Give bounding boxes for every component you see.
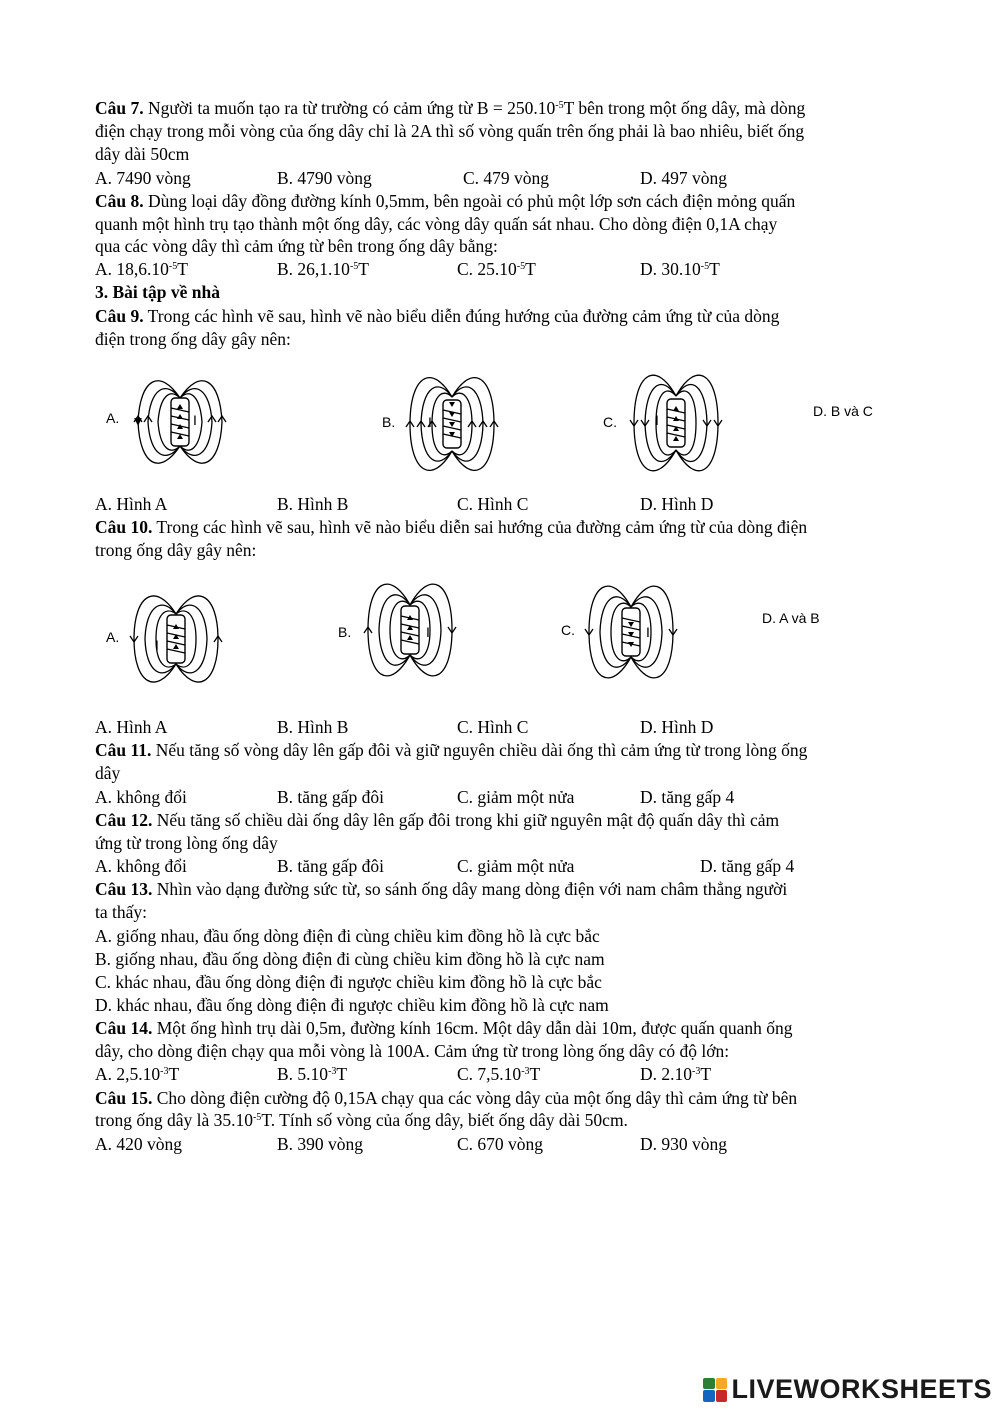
q14-option-b[interactable]	[277, 1063, 347, 1085]
q15-text-b: T. Tính số vòng của ống dây, biết ống dây dài 50cm.	[261, 1110, 628, 1130]
q10-text: Trong các hình vẽ sau, hình vẽ nào biểu diễn sai hướng của đường cảm ứng từ của dòng điện	[152, 517, 808, 537]
q12-option-c[interactable]: C. giảm một nửa	[457, 856, 575, 876]
logo-tile-red	[716, 1390, 728, 1402]
q7-option-d[interactable]: D. 497 vòng	[640, 168, 728, 188]
q7-option-b[interactable]: B. 4790 vòng	[277, 168, 372, 188]
q15-option-a[interactable]: A. 420 vòng	[95, 1134, 183, 1154]
q12-line2: ứng từ trong lòng ống dây	[95, 833, 278, 853]
q14-line1	[95, 1017, 793, 1039]
q8-label: Câu 8.	[95, 191, 144, 211]
q9-option-c[interactable]: C. Hình C	[457, 494, 529, 514]
liveworksheets-logo-icon	[703, 1378, 727, 1402]
q7-text-b: T bên trong một ống dây, mà dòng	[563, 98, 806, 118]
q14-b-unit: T	[336, 1064, 348, 1084]
q12-label: Câu 12.	[95, 810, 153, 830]
q9-label: Câu 9.	[95, 306, 144, 326]
q8-line2: quanh một hình trụ tạo thành một ống dây, các vòng dây quấn sát nhau. Cho dòng điện 0,1A chạy	[95, 214, 778, 234]
q14-a-base: A. 2,5.10	[95, 1064, 161, 1084]
logo-tile-green	[703, 1378, 715, 1390]
q14-text: Một ống hình trụ dài 0,5m, đường kính 16cm. Một dây dẫn dài 10m, được quấn quanh ống	[152, 1018, 793, 1038]
q13-option-b[interactable]: B. giống nhau, đầu ống dòng điện đi cùng chiều kim đồng hồ là cực nam	[95, 949, 605, 969]
q8-c-unit: T	[525, 259, 536, 279]
q14-option-d[interactable]	[640, 1063, 711, 1085]
q10-fig-d-label: D. A và B	[762, 610, 820, 626]
q10-fig-c-label: C.	[561, 622, 575, 638]
q9-fig-a-current: I	[193, 412, 197, 428]
q7-option-a[interactable]: A. 7490 vòng	[95, 168, 191, 188]
q13-line1	[95, 878, 787, 900]
q8-a-unit: T	[177, 259, 188, 279]
q7-line3: dây dài 50cm	[95, 144, 190, 164]
q9-fig-a-label: A.	[106, 410, 120, 426]
q14-c-base: C. 7,5.10	[457, 1064, 522, 1084]
q10-figure-b[interactable]	[362, 565, 462, 695]
q9-fig-b-label: B.	[382, 414, 396, 430]
q9-option-b[interactable]: B. Hình B	[277, 494, 349, 514]
q7-label: Câu 7.	[95, 98, 144, 118]
q12-option-d[interactable]: D. tăng gấp 4	[700, 856, 795, 876]
q15-text: Cho dòng điện cường độ 0,15A chạy qua các vòng dây của một ống dây thì cảm ứng từ bên	[152, 1088, 798, 1108]
q9-figure-b[interactable]	[404, 355, 500, 493]
q8-a-base: A. 18,6.10	[95, 259, 169, 279]
q15-option-b[interactable]: B. 390 vòng	[277, 1134, 364, 1154]
q15-option-d[interactable]: D. 930 vòng	[640, 1134, 728, 1154]
q13-option-a[interactable]: A. giống nhau, đầu ống dòng điện đi cùng chiều kim đồng hồ là cực bắc	[95, 926, 600, 946]
q10-option-d[interactable]: D. Hình D	[640, 717, 714, 737]
q10-option-a[interactable]: A. Hình A	[95, 717, 168, 737]
q14-option-c[interactable]	[457, 1063, 540, 1085]
q9-fig-c-label: C.	[603, 414, 617, 430]
q9-figure-c[interactable]	[628, 352, 724, 494]
q10-fig-a-current: I	[155, 637, 159, 653]
q9-fig-c-current: I	[655, 412, 659, 428]
q9-text: Trong các hình vẽ sau, hình vẽ nào biểu diễn đúng hướng của đường cảm ứng từ của dòng	[143, 306, 780, 326]
q10-option-c[interactable]: C. Hình C	[457, 717, 529, 737]
q13-option-d[interactable]: D. khác nhau, đầu ống dòng điện đi ngược chiều kim đồng hồ là cực nam	[95, 995, 609, 1015]
q14-b-exp: -3	[328, 1066, 337, 1077]
q13-line2: ta thấy:	[95, 902, 147, 922]
q7-exp: -5	[555, 100, 564, 111]
q11-option-b[interactable]: B. tăng gấp đôi	[277, 787, 384, 807]
q7-line2: điện chạy trong mỗi vòng của ống dây chỉ là 2A thì số vòng quấn trên ống phải là bao nhiêu, biết ống	[95, 121, 805, 141]
q8-line1	[95, 190, 795, 212]
q8-d-exp: -5	[700, 261, 710, 272]
section-heading: 3. Bài tập về nhà	[95, 282, 220, 302]
q15-option-c[interactable]: C. 670 vòng	[457, 1134, 544, 1154]
liveworksheets-logo-text: LIVEWORKSHEETS	[731, 1374, 992, 1404]
q11-option-d[interactable]: D. tăng gấp 4	[640, 787, 735, 807]
q7-text-a: Người ta muốn tạo ra từ trường có cảm ứng từ B = 250.10	[143, 98, 556, 118]
q10-line2: trong ống dây gây nên:	[95, 540, 257, 560]
q9-line2: điện trong ống dây gây nên:	[95, 329, 291, 349]
q12-text: Nếu tăng số chiều dài ống dây lên gấp đôi trong khi giữ nguyên mật độ quấn dây thì cảm	[152, 810, 780, 830]
q8-option-d[interactable]	[640, 258, 720, 280]
q8-option-c[interactable]	[457, 258, 536, 280]
q14-d-unit: T	[700, 1064, 712, 1084]
q14-d-exp: -3	[692, 1066, 701, 1077]
q15-text-a: trong ống dây là 35.10	[95, 1110, 253, 1130]
q15-line2	[95, 1109, 628, 1131]
q11-text: Nếu tăng số vòng dây lên gấp đôi và giữ nguyên chiều dài ống thì cảm ứng từ trong lòng ống	[151, 740, 808, 760]
q8-option-b[interactable]	[277, 258, 369, 280]
q9-option-a[interactable]: A. Hình A	[95, 494, 168, 514]
q9-fig-b-current: I	[428, 414, 432, 430]
logo-tile-blue	[703, 1390, 715, 1402]
q9-fig-d-label: D. B và C	[813, 403, 873, 419]
liveworksheets-logo[interactable]	[703, 1374, 992, 1405]
q10-figure-c[interactable]	[583, 567, 683, 697]
q8-b-exp: -5	[349, 261, 359, 272]
q9-line1	[95, 305, 779, 327]
q14-c-exp: -3	[521, 1066, 530, 1077]
q14-b-base: B. 5.10	[277, 1064, 329, 1084]
q8-a-exp: -5	[168, 261, 178, 272]
q11-label: Câu 11.	[95, 740, 152, 760]
q8-text: Dùng loại dây đồng đường kính 0,5mm, bên ngoài có phủ một lớp sơn cách điện mỏng quấn	[143, 191, 796, 211]
q13-label: Câu 13.	[95, 879, 153, 899]
q8-b-unit: T	[358, 259, 369, 279]
q14-option-a[interactable]	[95, 1063, 179, 1085]
q14-a-exp: -3	[160, 1066, 169, 1077]
q7-line1	[95, 97, 805, 119]
q10-fig-c-current: I	[646, 624, 650, 640]
q14-c-unit: T	[529, 1064, 541, 1084]
q14-d-base: D. 2.10	[640, 1064, 693, 1084]
q14-line2: dây, cho dòng điện chạy qua mỗi vòng là 100A. Cảm ứng từ trong lòng ống dây có độ lớn:	[95, 1041, 730, 1061]
q8-c-base: C. 25.10	[457, 259, 517, 279]
q10-option-b[interactable]: B. Hình B	[277, 717, 349, 737]
q10-figure-a[interactable]	[128, 578, 224, 700]
q8-d-base: D. 30.10	[640, 259, 701, 279]
q11-option-a[interactable]: A. không đổi	[95, 787, 187, 807]
q10-fig-b-label: B.	[338, 624, 352, 640]
q14-label: Câu 14.	[95, 1018, 153, 1038]
q15-line1	[95, 1087, 797, 1109]
q9-figure-a[interactable]	[130, 358, 230, 486]
q10-fig-b-current: I	[426, 624, 430, 640]
q8-d-unit: T	[709, 259, 720, 279]
q12-option-a[interactable]: A. không đổi	[95, 856, 187, 876]
q12-line1	[95, 809, 779, 831]
q9-option-d[interactable]: D. Hình D	[640, 494, 714, 514]
q13-text: Nhìn vào dạng đường sức từ, so sánh ống dây mang dòng điện với nam châm thẳng người	[152, 879, 788, 899]
q8-line3: qua các vòng dây thì cảm ứng từ bên trong ống dây bằng:	[95, 236, 498, 256]
q12-option-b[interactable]: B. tăng gấp đôi	[277, 856, 384, 876]
q11-line2: dây	[95, 763, 121, 783]
q15-exp: -5	[252, 1112, 262, 1123]
q10-fig-a-label: A.	[106, 629, 120, 645]
logo-tile-yellow	[716, 1378, 728, 1390]
q14-a-unit: T	[168, 1064, 180, 1084]
q8-b-base: B. 26,1.10	[277, 259, 350, 279]
q11-line1	[95, 739, 807, 761]
q13-option-c[interactable]: C. khác nhau, đầu ống dòng điện đi ngược chiều kim đồng hồ là cực bắc	[95, 972, 602, 992]
q10-line1	[95, 516, 807, 538]
q8-c-exp: -5	[516, 261, 526, 272]
q15-label: Câu 15.	[95, 1088, 153, 1108]
q8-option-a[interactable]	[95, 258, 188, 280]
q7-option-c[interactable]: C. 479 vòng	[463, 168, 550, 188]
q11-option-c[interactable]: C. giảm một nửa	[457, 787, 575, 807]
q10-label: Câu 10.	[95, 517, 153, 537]
